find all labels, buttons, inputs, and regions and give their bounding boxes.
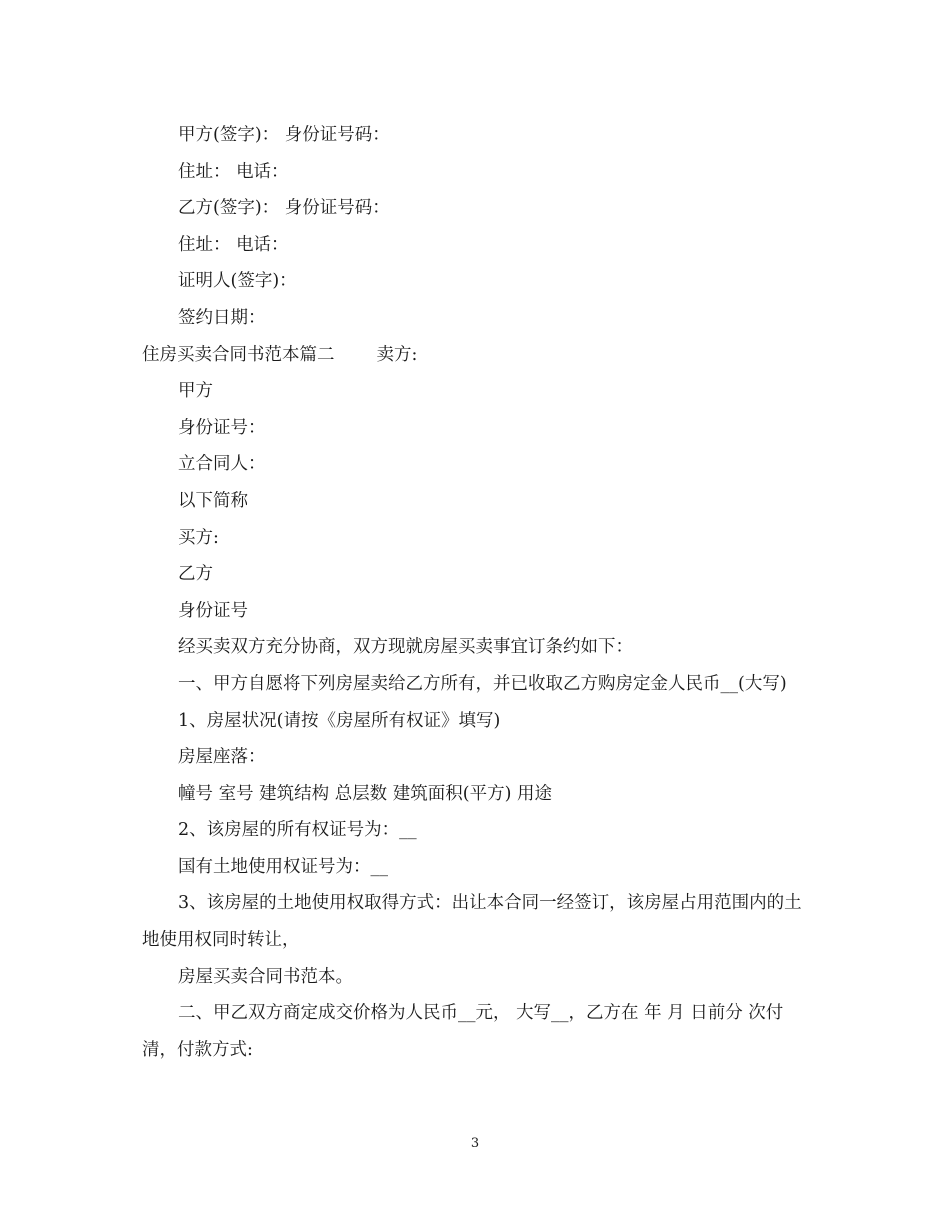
contract-party-line: 立合同人： [178, 454, 266, 475]
abbreviation-line: 以下简称 [178, 490, 248, 511]
ownership-certificate-line: 2、该房屋的所有权证号为：__ [178, 820, 417, 841]
property-details-line: 幢号 室号 建筑结构 总层数 建筑面积(平方) 用途 [178, 783, 552, 804]
land-use-paragraph: 3、该房屋的土地使用权取得方式：出让本合同一经签订，该房屋占用范围内的土地使用权同时转让， [142, 893, 802, 951]
party-a-signature-line: 甲方(签字)： 身份证号码： [178, 125, 390, 145]
property-location-line: 房屋座落： [178, 747, 266, 768]
page-number: 3 [470, 1136, 480, 1151]
agreement-intro-line: 经买卖双方充分协商，双方现就房屋买卖事宜订条约如下： [178, 637, 633, 658]
clause-1-paragraph: 一、甲方自愿将下列房屋卖给乙方所有，并已收取乙方购房定金人民币__(大写) [178, 673, 787, 694]
section-title: 住房买卖合同书范本篇二 [142, 344, 335, 365]
party-b-label: 乙方 [178, 564, 213, 585]
party-a-label: 甲方 [178, 381, 213, 402]
section-heading [142, 337, 807, 374]
party-b-signature-line: 乙方(签字)： 身份证号码： [178, 198, 390, 219]
clause-2-paragraph: 二、甲乙双方商定成交价格为人民币__元， 大写__，乙方在 年 月 日前分 次付清，付款方式: [142, 1003, 784, 1060]
property-status-line: 1、房屋状况(请按《房屋所有权证》填写) [178, 710, 501, 731]
buyer-id-line: 身份证号 [178, 600, 248, 621]
witness-signature-line: 证明人(签字)： [178, 271, 297, 292]
party-a-address-line: 住址： 电话： [178, 161, 289, 182]
buyer-label: 买方: [178, 527, 219, 548]
land-certificate-line: 国有土地使用权证号为：__ [178, 856, 388, 877]
contract-title-line: 房屋买卖合同书范本。 [178, 966, 353, 987]
id-number-line: 身份证号： [178, 417, 266, 438]
signing-date-line: 签约日期： [178, 307, 266, 328]
seller-label: 卖方: [376, 344, 418, 365]
document-body [142, 117, 807, 1068]
party-b-address-line: 住址： 电话： [178, 234, 289, 255]
